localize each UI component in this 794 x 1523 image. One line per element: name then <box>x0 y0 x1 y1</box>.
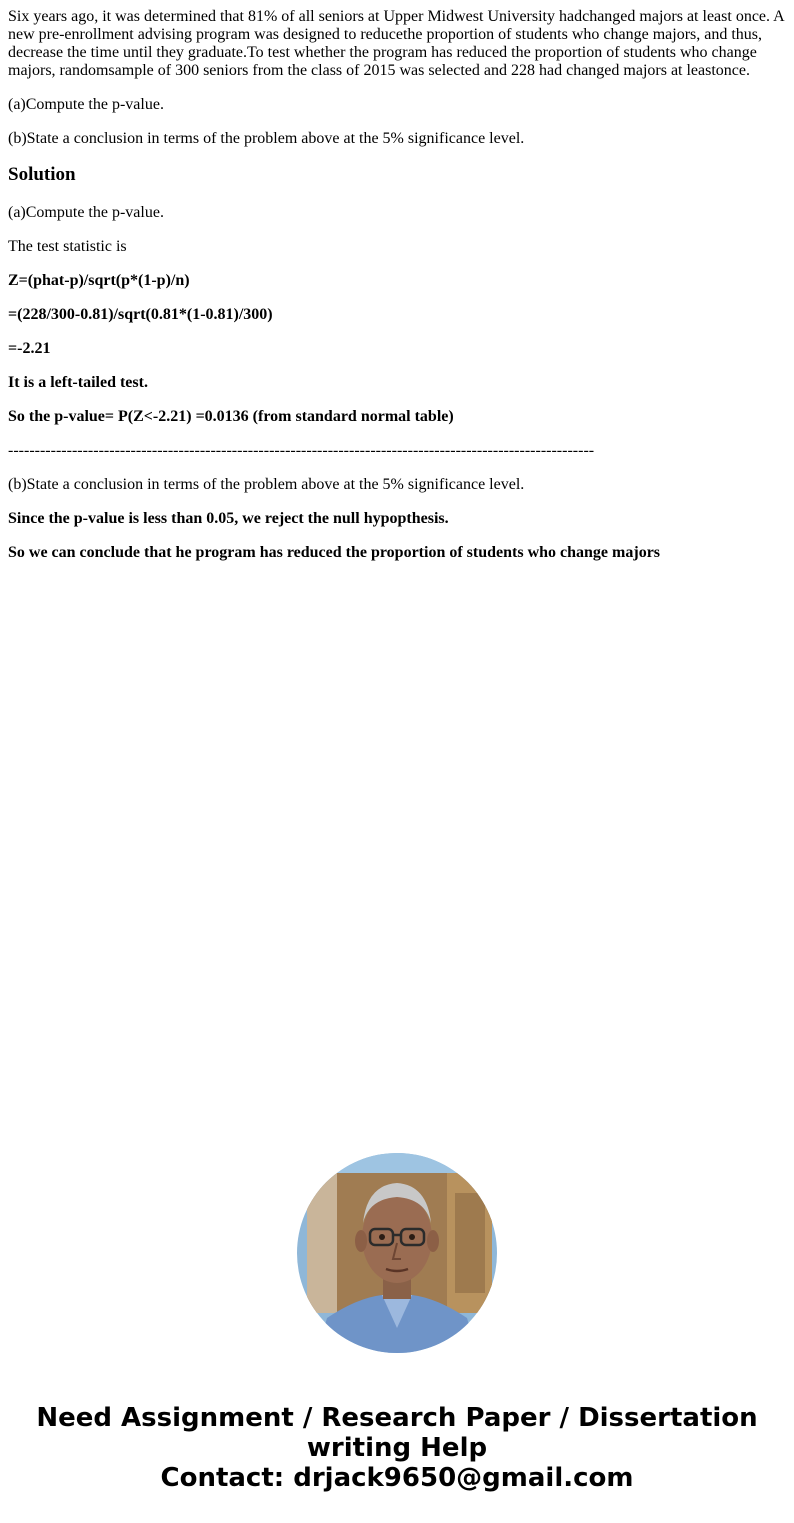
question-part-b: (b)State a conclusion in terms of the problem above at the 5% significance level. <box>8 130 525 147</box>
z-formula: Z=(phat-p)/sqrt(p*(1-p)/n) <box>8 272 190 289</box>
promo-banner <box>0 1403 794 1493</box>
z-value: =-2.21 <box>8 340 51 357</box>
promo-line-1: Need Assignment / Research Paper / Dissertation <box>36 1403 758 1433</box>
solution-part-b-label: (b)State a conclusion in terms of the problem above at the 5% significance level. <box>8 476 525 493</box>
test-statistic-intro: The test statistic is <box>8 238 127 255</box>
p-value-line: So the p-value= P(Z<-2.21) =0.0136 (from standard normal table) <box>8 408 454 425</box>
document-body <box>8 8 786 578</box>
section-divider: -------------------------------------------------------------------------------------------------------------- <box>8 442 595 459</box>
test-type: It is a left-tailed test. <box>8 374 148 391</box>
z-substitution: =(228/300-0.81)/sqrt(0.81*(1-0.81)/300) <box>8 306 273 323</box>
question-intro: Six years ago, it was determined that 81% of all seniors at Upper Midwest University hadchanged majors at least once. A new pre-enrollment advising program was designed to reducethe proportion of students who change majors, and thus, decrease the time until they graduate.To test whether the program has reduced the proportion of students who change majors, randomsample of 300 seniors from the class of 2015 was selected and 228 had changed majors at leastonce. <box>8 8 784 79</box>
conclusion-statement: So we can conclude that he program has reduced the proportion of students who change majors <box>8 544 661 561</box>
decision-statement: Since the p-value is less than 0.05, we reject the null hypopthesis. <box>8 510 449 527</box>
promo-line-2: writing Help <box>306 1433 488 1463</box>
tutor-avatar <box>297 1153 497 1353</box>
solution-part-a-label: (a)Compute the p-value. <box>8 204 164 221</box>
promo-contact: Contact: drjack9650@gmail.com <box>160 1463 634 1493</box>
solution-heading: Solution <box>8 164 76 185</box>
question-part-a: (a)Compute the p-value. <box>8 96 164 113</box>
